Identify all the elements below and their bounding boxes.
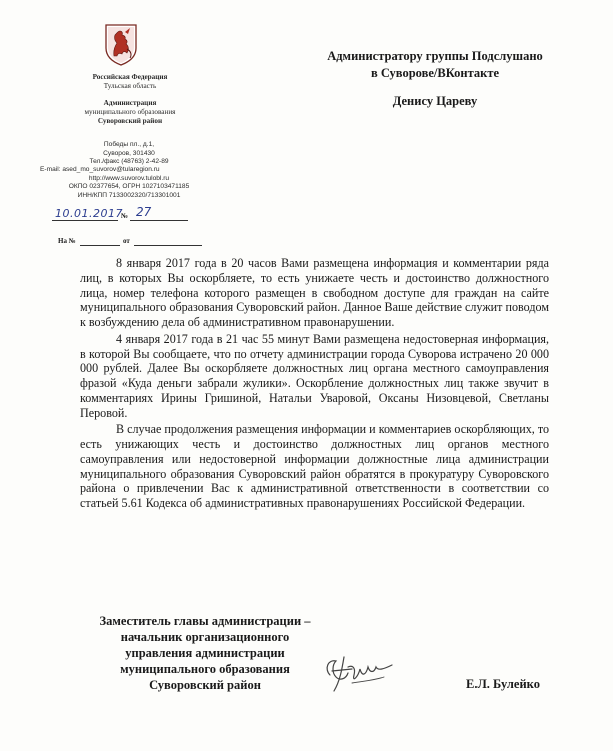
letterhead-address-city: Суворов, 301430: [103, 150, 155, 157]
signatory-title-line: Заместитель главы администрации –: [99, 614, 311, 628]
reference-date-line: [134, 245, 202, 246]
signatory-title-line: управления администрации: [125, 646, 285, 660]
letterhead-municipality: муниципального образования: [84, 108, 176, 116]
reference-number-label: На №: [58, 237, 76, 245]
body-paragraph: 8 января 2017 года в 20 часов Вами размещена информация и комментарии ряда лиц, в которых Вы оскорбляете, то есть унижаете честь и достоинство должностного лица, номер телефона которого размещен в свободном доступе для граждан на сайте муниципального образования Суворовский район. Данное Ваше действие служит поводом к возбуждению дела об административном правонарушении.: [80, 256, 549, 329]
registration-date: 10.01.2017: [55, 207, 123, 220]
letterhead-address-street: Победы пл., д.1,: [103, 141, 155, 148]
registration-number-line: [130, 220, 188, 221]
letterhead-inn: ИНН/КПП 7133002320/713301001: [77, 192, 181, 199]
letterhead-okpo: ОКПО 02377654, ОГРН 1027103471185: [68, 183, 190, 190]
signatory-title: [60, 613, 350, 693]
reference-number-line: [80, 245, 120, 246]
registration-number-label: №: [121, 212, 129, 220]
signatory-title-line: Суворовский район: [149, 678, 261, 692]
letterhead-region: Тульская область: [103, 82, 157, 90]
registration-date-line: [52, 220, 118, 221]
signatory-title-line: начальник организационного: [120, 630, 290, 644]
letterhead-admin-title: Администрация: [103, 99, 157, 107]
body-paragraph: 4 января 2017 года в 21 час 55 минут Вами размещена недостоверная информация, в которой Вы сообщаете, что по отчету администрации города Суворова истрачено 20 000 000 рублей. Далее Вы оскорбляете должностных лиц органа местного самоуправления фразой «Куда деньги забрали жулики». Оскорбление должностных лиц также звучит в комментариях Ирины Гришиной, Натальи Уваровой, Оксаны Низовцевой, Светланы Перовой.: [80, 331, 549, 420]
letterhead-phone: Тел./факс (48763) 2-42-89: [89, 158, 169, 165]
signatory-title-line: муниципального образования: [120, 662, 290, 676]
addressee-position: Администратору группы Подслушано: [327, 49, 543, 63]
coat-of-arms-icon: [103, 22, 139, 66]
handwritten-signature: [322, 647, 397, 697]
letterhead-email: E-mail: ased_mo_suvorov@tularegion.ru: [40, 166, 160, 173]
reference-date-label: от: [123, 237, 130, 245]
letterhead-website: http://www.suvorov.tulobl.ru: [88, 175, 170, 182]
signatory-name: Е.Л. Булейко: [466, 677, 540, 691]
addressee-group: в Суворове/ВКонтакте: [370, 66, 500, 80]
letter-body: [80, 256, 549, 511]
letterhead-country: Российская Федерация: [92, 73, 168, 81]
addressee-name: Денису Цареву: [392, 94, 478, 108]
registration-number: 27: [136, 205, 152, 219]
letterhead-district: Суворовский район: [97, 117, 163, 125]
body-paragraph: В случае продолжения размещения информации и комментариев оскорбляющих, то есть унижающих честь и достоинство должностных лиц органов местного самоуправления или недостоверной информации должностные лица администрации муниципального образования Суворовский район обратятся в прокуратуру Суворовского района о привлечении Вас к административной ответственности в соответствии со статьей 5.61 Кодекса об административных правонарушениях Российской Федерации.: [80, 422, 549, 510]
